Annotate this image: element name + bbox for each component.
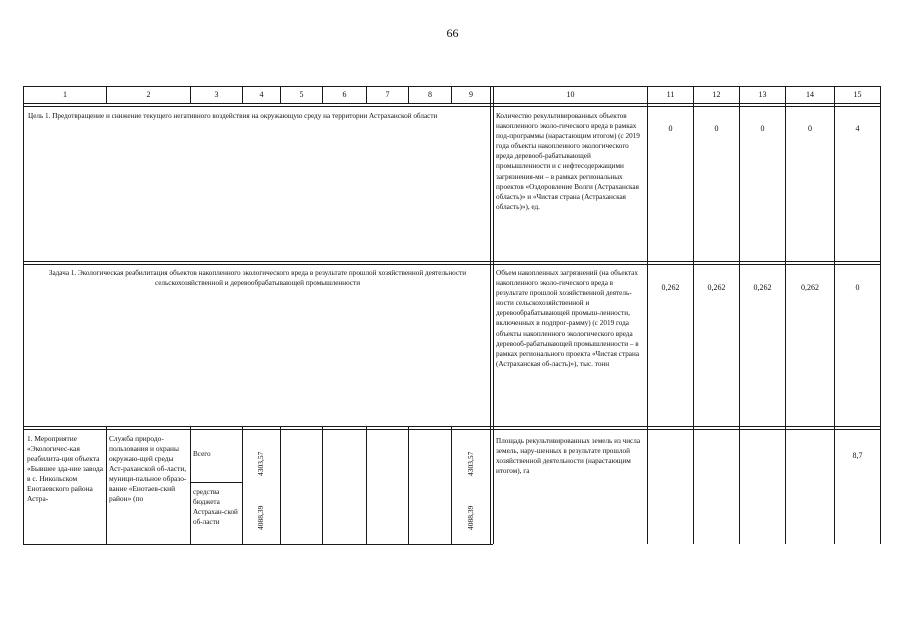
- header-cell-2: 2: [146, 90, 151, 99]
- goal-value-15: 4: [855, 124, 860, 133]
- goal-indicator: Количество рекультивированных объектов накопленного эколо-гического вреда в рамках под-программы (нарастающим итогом) (с 2019 года объекты накопленного экологического вреда деревооб-рабатывающей промышленности и с нефтесодержащими загрязнения-ми – в рамках региональных проектов «Оздоровление Волги (Астраханская область)» и «Чистая страна (Астраханская область)»), ед.: [496, 112, 640, 211]
- task-value-15: 0: [855, 283, 860, 292]
- table-rule: [490, 86, 491, 544]
- goal-value-14: 0: [808, 124, 812, 133]
- header-cell-1: 1: [63, 90, 67, 99]
- measure-executor: Служба природо-пользования и охраны окружаю-щей среды Аст-раханской об-ласти, муници-пальное образо-вание «Енотаев-ский район» (по: [109, 434, 187, 503]
- header-cell-10: 10: [566, 90, 575, 99]
- table-rule: [647, 86, 648, 544]
- task-value-12: 0,262: [707, 283, 726, 292]
- page-number: 66: [446, 26, 459, 40]
- task-value-14: 0,262: [801, 283, 819, 292]
- header-cell-7: 7: [385, 90, 390, 99]
- table-rule: [493, 86, 494, 544]
- goal-value-11: 0: [668, 124, 673, 133]
- table-rule: [23, 544, 493, 545]
- task-title: Задача 1. Экологическая реабилитация объектов накопленного экологического вреда в результате прошлой хозяйственной деятельности сельскохозяйственной и деревообрабатывающей промышленности: [48, 269, 467, 288]
- budget-value-col4: 4088,39: [256, 505, 265, 530]
- table-rule: [451, 426, 452, 544]
- goal-value-13: 0: [760, 124, 765, 133]
- table-rule: [408, 426, 409, 544]
- header-cell-4: 4: [259, 90, 264, 99]
- header-cell-14: 14: [806, 90, 814, 99]
- header-cell-9: 9: [469, 90, 473, 99]
- table-rule: [23, 426, 881, 427]
- table-rule: [23, 264, 881, 265]
- measure-value-15: 8,7: [852, 451, 863, 460]
- header-cell-8: 8: [428, 90, 432, 99]
- header-cell-12: 12: [712, 90, 721, 99]
- table-rule: [23, 429, 881, 430]
- header-cell-13: 13: [758, 90, 767, 99]
- budget-value-col9: 4088,39: [466, 505, 475, 530]
- table-rule: [23, 86, 24, 544]
- table-rule: [834, 86, 835, 544]
- total-value-col4: 4303,57: [256, 451, 265, 476]
- table-rule: [739, 86, 740, 544]
- task-value-13: 0,262: [753, 283, 772, 292]
- table-rule: [23, 106, 881, 107]
- table-rule: [242, 426, 243, 544]
- table-rule: [106, 426, 107, 544]
- goal-title: Цель 1. Предотвращение и снижение текущего негативного воздействия на окружающую среду на территории Астраханской области: [28, 112, 438, 120]
- table-rule: [190, 482, 242, 483]
- total-value-col9: 4303,57: [466, 451, 475, 476]
- source-budget: средства бюджета Астрахан-ской об-ласти: [193, 488, 238, 527]
- table-rule: [322, 426, 323, 544]
- source-total: Всего: [193, 450, 211, 458]
- header-cell-3: 3: [214, 90, 219, 99]
- table-rule: [785, 86, 786, 544]
- task-indicator: Объем накопленных загрязнений (на объектах накопленного эколо-гического вреда в результате прошлой хозяйственной деятель-ности сельскохозяйственной и деревообрабатывающей промыш-ленности, включенных в подпрог-рамму) (с 2019 года объекты накопленного экологического вреда деревооб-рабатывающей промышленности – в рамках регионального проекта «Чистая страна (Астраханская об-ласть)»), тыс. тонн: [496, 269, 640, 368]
- measure-title: 1. Мероприятие «Экологичес-кая реабилита-ция объекта «Бывшее зда-ние завода в с. Никольском Енотаевского района Астра-: [27, 434, 103, 503]
- header-cell-15: 15: [853, 90, 862, 99]
- table-rule: [23, 86, 881, 87]
- task-value-11: 0,262: [661, 283, 680, 292]
- table-rule: [280, 426, 281, 544]
- table-rule: [190, 426, 191, 544]
- table-rule: [23, 261, 881, 262]
- table-rule: [23, 103, 881, 104]
- header-cell-5: 5: [299, 90, 304, 99]
- table-rule: [880, 86, 881, 544]
- goal-value-12: 0: [714, 124, 719, 133]
- table-rule: [693, 86, 694, 544]
- header-cell-11: 11: [666, 90, 675, 99]
- table-rule: [366, 426, 367, 544]
- header-cell-6: 6: [342, 90, 347, 99]
- measure-indicator: Площадь рекультивированных земель из числа земель, нару-шенных в результате прошлой хозяйственной деятельности (нарастающим итогом), га: [496, 437, 641, 476]
